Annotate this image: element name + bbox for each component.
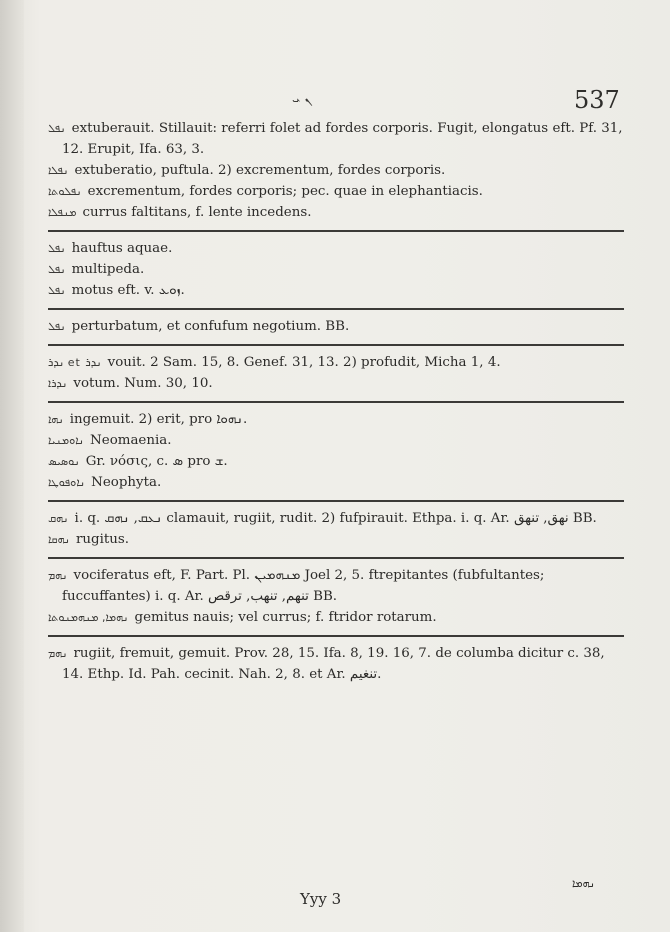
entry-headword: ܢܦܠ: [48, 263, 66, 276]
entry-definition: multipeda.: [71, 262, 145, 277]
entry-headword: ܢܗܩ: [48, 512, 69, 525]
dictionary-entry: [48, 565, 624, 607]
entry-definition: perturbatum, et confufum negotium. BB.: [71, 319, 350, 334]
entry-headword: ܢܕܪ et ܢܕܪ: [48, 356, 102, 369]
entry-headword: ܢܦܠ: [48, 284, 66, 297]
signature-mark: Yyy 3: [300, 890, 342, 908]
section-divider: [48, 557, 624, 559]
entry-headword: ܢܦܠ: [48, 122, 66, 135]
entry-definition: hauftus aquae.: [71, 241, 173, 256]
dictionary-entry: [48, 160, 624, 181]
binding-shadow: [0, 0, 24, 932]
dictionary-entry: [48, 238, 624, 259]
entry-headword: ܢܗܡ: [48, 569, 68, 582]
page-number: 537: [574, 86, 620, 114]
section-divider: [48, 401, 624, 403]
dictionary-entry: [48, 202, 624, 223]
entry-definition: vociferatus eft, F. Part. Pl. ܡܢܗܡܝܢ Joel 2, 5. ftrepitantes (fubfultantes; fuccuffantes) i. q. Ar. ﺗﻨﻬﻢ, ﺗﻨﻬﺐ, ﺗﺮﻗﺺ BB.: [62, 568, 545, 604]
entry-definition: currus faltitans, f. lente incedens.: [82, 205, 312, 220]
dictionary-entry: [48, 373, 624, 394]
dictionary-entry: [48, 430, 624, 451]
dictionary-entry: [48, 472, 624, 493]
entry-headword: ܢܗܐ: [48, 413, 64, 426]
dictionary-entry: [48, 259, 624, 280]
entry-definition: Neomaenia.: [90, 433, 172, 448]
entry-headword: ܢܦܠܘܬܐ: [48, 185, 82, 198]
entry-definition: votum. Num. 30, 10.: [73, 376, 213, 391]
entry-headword: ܢܦܠ: [48, 242, 66, 255]
dictionary-entry: [48, 316, 624, 337]
entry-definition: extuberauit. Stillauit: referri folet ad fordes corporis. Fugit, elongatus eft. Pf. 31, 12. Erupit, Ifa. 63, 3.: [62, 121, 623, 157]
section-divider: [48, 230, 624, 232]
section-divider: [48, 500, 624, 502]
section-divider: [48, 344, 624, 346]
entry-definition: extuberatio, puftula. 2) excrementum, fordes corporis.: [74, 163, 446, 178]
section-divider: [48, 308, 624, 310]
dictionary-entry: [48, 508, 624, 529]
dictionary-entry: [48, 607, 624, 628]
running-head: ܢ ܝ: [292, 90, 313, 106]
dictionary-entry: [48, 409, 624, 430]
entry-headword: ܢܕܪܐ: [48, 377, 68, 390]
dictionary-entry: [48, 451, 624, 472]
entry-definition: ingemuit. 2) erit, pro ܢܗܘܐ.: [69, 412, 248, 427]
dictionary-entry: [48, 118, 624, 160]
dictionary-entry: [48, 181, 624, 202]
dictionary-entry: [48, 280, 624, 301]
entry-definition: excrementum, fordes corporis; pec. quae in elephantiacis.: [87, 184, 483, 199]
section-divider: [48, 635, 624, 637]
entry-headword: ܢܗܡ: [48, 647, 68, 660]
entry-headword: ܢܗܡܐ, ܡܢܗܡܢܘܬܐ: [48, 611, 129, 624]
entry-headword: ܢܐܘܦܘܛܐ: [48, 476, 86, 489]
dictionary-entry: [48, 529, 624, 550]
entry-definition: i. q. ܢܥܩ, ܢܗܩ clamauit, rugiit, rudit. 2) fufpirauit. Ethpa. i. q. Ar. ﻧﻬﻖ, ﺗﻨﻬﻖ BB.: [74, 511, 597, 526]
dictionary-entry: [48, 352, 624, 373]
entry-headword: ܢܦܠ: [48, 320, 66, 333]
catchword: ܢܗܡܐ: [572, 877, 596, 890]
entry-definition: rugitus.: [75, 532, 129, 547]
entry-headword: ܡܢܦܠܐ: [48, 206, 77, 219]
entry-definition: Neophyta.: [91, 475, 162, 490]
entry-headword: ܢܐܘܡܢܝܐ: [48, 434, 85, 447]
entries-column: [48, 118, 624, 685]
entry-definition: rugiit, fremuit, gemuit. Prov. 28, 15. Ifa. 8, 19. 16, 7. de columba dicitur c. 38, 14. Ethp. Id. Pah. cecinit. Nah. 2, 8. et Ar. ﺗﻨﻐﻴﻢ.: [62, 646, 605, 682]
entry-headword: ܢܘܣܝܣ: [48, 455, 80, 468]
entry-definition: Gr. νόσις, c. ܣ pro ܫ.: [85, 454, 228, 469]
entry-definition: motus eft. v. ܙܘܥ.: [71, 283, 185, 298]
entry-definition: vouit. 2 Sam. 15, 8. Genef. 31, 13. 2) profudit, Micha 1, 4.: [107, 355, 501, 370]
entry-headword: ܢܦܠܐ: [48, 164, 69, 177]
entry-headword: ܢܗܩܐ: [48, 533, 70, 546]
entry-definition: gemitus nauis; vel currus; f. ftridor rotarum.: [134, 610, 437, 625]
dictionary-entry: [48, 643, 624, 685]
